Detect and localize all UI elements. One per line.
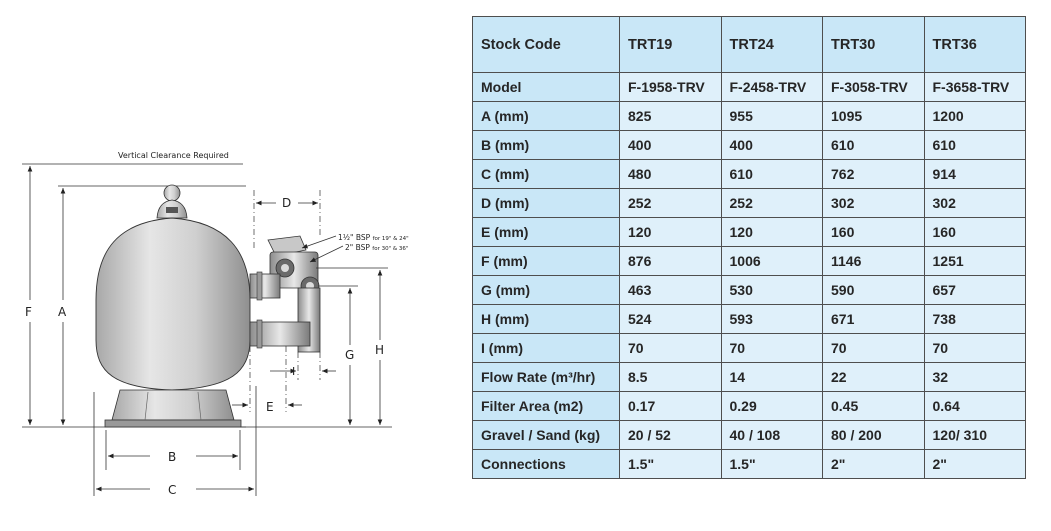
table-cell: 1.5" (721, 450, 823, 479)
table-row (473, 102, 1026, 131)
row-label: F (mm) (473, 247, 620, 276)
table-cell: F-3058-TRV (823, 73, 925, 102)
table-row (473, 334, 1026, 363)
table-cell: 610 (823, 131, 925, 160)
table-row (473, 450, 1026, 479)
table-cell: 762 (823, 160, 925, 189)
row-label: B (mm) (473, 131, 620, 160)
row-label: Connections (473, 450, 620, 479)
header-stock-code: Stock Code (473, 17, 620, 73)
table-cell: 590 (823, 276, 925, 305)
table-cell: 22 (823, 363, 925, 392)
header-trt30: TRT30 (823, 17, 925, 73)
table-cell: 20 / 52 (620, 421, 722, 450)
table-cell: 252 (721, 189, 823, 218)
table-cell: 955 (721, 102, 823, 131)
table-cell: 825 (620, 102, 722, 131)
table-cell: 40 / 108 (721, 421, 823, 450)
table-cell: 160 (924, 218, 1026, 247)
tank-base-icon (105, 390, 241, 427)
upper-connection-icon (250, 272, 280, 300)
header-trt19: TRT19 (620, 17, 722, 73)
table-cell: F-3658-TRV (924, 73, 1026, 102)
table-row (473, 392, 1026, 421)
table-cell: 671 (823, 305, 925, 334)
table-cell: 1006 (721, 247, 823, 276)
table-cell: 302 (924, 189, 1026, 218)
table-cell: 480 (620, 160, 722, 189)
bsp-note-line1: 1½" BSP for 19" & 24" (338, 233, 409, 242)
row-label: I (mm) (473, 334, 620, 363)
table-cell: 530 (721, 276, 823, 305)
lower-connection-icon (250, 320, 310, 348)
table-cell: F-2458-TRV (721, 73, 823, 102)
row-label: Filter Area (m2) (473, 392, 620, 421)
table-row (473, 131, 1026, 160)
table-row (473, 247, 1026, 276)
row-label: D (mm) (473, 189, 620, 218)
table-cell: 2" (924, 450, 1026, 479)
table-cell: 120/ 310 (924, 421, 1026, 450)
table-row (473, 218, 1026, 247)
table-cell: 0.45 (823, 392, 925, 421)
dim-b-label: B (168, 450, 177, 464)
table-cell: 120 (721, 218, 823, 247)
dim-e-label: E (266, 400, 274, 414)
table-cell: F-1958-TRV (620, 73, 722, 102)
table-cell: 302 (823, 189, 925, 218)
table-cell: 160 (823, 218, 925, 247)
row-label: A (mm) (473, 102, 620, 131)
filter-dimension-diagram (0, 0, 470, 531)
table-cell: 80 / 200 (823, 421, 925, 450)
table-cell: 610 (924, 131, 1026, 160)
dim-d-label: D (282, 196, 292, 210)
table-row (473, 73, 1026, 102)
table-row (473, 189, 1026, 218)
table-cell: 14 (721, 363, 823, 392)
dim-h-label: H (375, 343, 385, 357)
row-label: C (mm) (473, 160, 620, 189)
dim-a-label: A (58, 305, 67, 319)
row-label: H (mm) (473, 305, 620, 334)
table-row (473, 276, 1026, 305)
table-cell: 463 (620, 276, 722, 305)
table-cell: 120 (620, 218, 722, 247)
table-cell: 70 (924, 334, 1026, 363)
row-label: E (mm) (473, 218, 620, 247)
row-label: Flow Rate (m³/hr) (473, 363, 620, 392)
dim-f-label: F (25, 305, 32, 319)
table-cell: 657 (924, 276, 1026, 305)
table-cell: 524 (620, 305, 722, 334)
specification-table (472, 16, 1026, 479)
table-cell: 400 (721, 131, 823, 160)
table-cell: 70 (620, 334, 722, 363)
row-label: Model (473, 73, 620, 102)
header-trt24: TRT24 (721, 17, 823, 73)
table-cell: 610 (721, 160, 823, 189)
table-cell: 252 (620, 189, 722, 218)
table-cell: 8.5 (620, 363, 722, 392)
table-row (473, 363, 1026, 392)
bsp-leader-1 (302, 236, 336, 248)
dim-i-label: I (292, 365, 296, 378)
table-cell: 914 (924, 160, 1026, 189)
table-cell: 0.64 (924, 392, 1026, 421)
table-cell: 400 (620, 131, 722, 160)
table-cell: 1146 (823, 247, 925, 276)
table-header-row (473, 17, 1026, 73)
dim-g-label: G (345, 348, 355, 362)
table-row (473, 421, 1026, 450)
table-row (473, 305, 1026, 334)
dim-c-label: C (168, 483, 177, 497)
table-cell: 0.17 (620, 392, 722, 421)
header-trt36: TRT36 (924, 17, 1026, 73)
clearance-label: Vertical Clearance Required (118, 151, 229, 160)
table-cell: 32 (924, 363, 1026, 392)
table-cell: 1200 (924, 102, 1026, 131)
table-cell: 0.29 (721, 392, 823, 421)
row-label: Gravel / Sand (kg) (473, 421, 620, 450)
table-cell: 738 (924, 305, 1026, 334)
table-cell: 1251 (924, 247, 1026, 276)
table-cell: 1.5" (620, 450, 722, 479)
table-cell: 1095 (823, 102, 925, 131)
table-cell: 2" (823, 450, 925, 479)
table-row (473, 160, 1026, 189)
tank-top-cap-icon (157, 185, 187, 218)
table-cell: 876 (620, 247, 722, 276)
row-label: G (mm) (473, 276, 620, 305)
table-cell: 70 (823, 334, 925, 363)
tank-body-icon (96, 218, 250, 390)
table-cell: 70 (721, 334, 823, 363)
table-cell: 593 (721, 305, 823, 334)
bsp-note-line2: 2" BSP for 30" & 36" (345, 243, 409, 252)
